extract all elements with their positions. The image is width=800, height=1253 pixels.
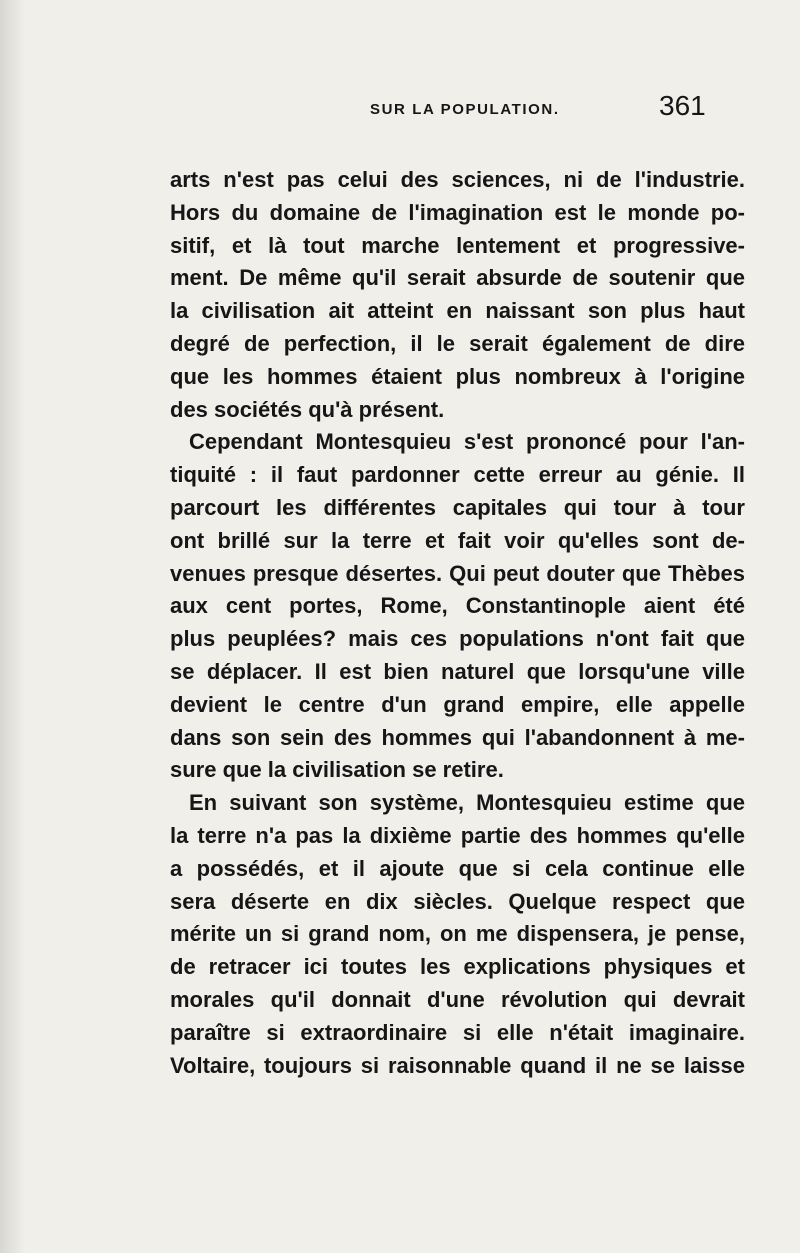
text-line: parcourt les différentes capitales qui tour à tour xyxy=(170,494,745,520)
page-edge-shadow xyxy=(0,0,26,1253)
text-line: de retracer ici toutes les explications physiques et xyxy=(170,954,745,980)
text-line: venues presque désertes. Qui peut douter que Thèbes xyxy=(170,560,745,586)
running-head: SUR LA POPULATION. xyxy=(370,101,560,118)
text-line: la civilisation ait atteint en naissant son plus haut xyxy=(170,298,745,324)
text-line: ont brillé sur la terre et fait voir qu'elles sont de- xyxy=(170,527,745,553)
text-line: Cependant Montesquieu s'est prononcé pour l'an- xyxy=(189,429,745,455)
body-text xyxy=(170,164,745,1082)
text-line: En suivant son système, Montesquieu estime que xyxy=(189,790,745,816)
text-line: Hors du domaine de l'imagination est le monde po- xyxy=(170,199,745,225)
text-line: sure que la civilisation se retire. xyxy=(170,757,504,783)
text-line: que les hommes étaient plus nombreux à l'origine xyxy=(170,363,745,389)
text-line: degré de perfection, il le serait également de dire xyxy=(170,330,745,356)
page-number: 361 xyxy=(659,90,706,121)
text-line: des sociétés qu'à présent. xyxy=(170,396,445,422)
text-line: mérite un si grand nom, on me dispensera, je pense, xyxy=(170,921,745,947)
text-line: a possédés, et il ajoute que si cela continue elle xyxy=(170,855,745,881)
text-line: devient le centre d'un grand empire, elle appelle xyxy=(170,691,745,717)
text-line: sitif, et là tout marche lentement et progressive- xyxy=(170,232,745,258)
text-line: dans son sein des hommes qui l'abandonnent à me- xyxy=(170,724,745,750)
text-line: plus peuplées? mais ces populations n'ont fait que xyxy=(170,626,745,652)
text-line: paraître si extraordinaire si elle n'était imaginaire. xyxy=(170,1019,745,1045)
text-line: aux cent portes, Rome, Constantinople aient été xyxy=(170,593,745,619)
text-line: tiquité : il faut pardonner cette erreur au génie. Il xyxy=(170,462,745,488)
text-line: ment. De même qu'il serait absurde de soutenir que xyxy=(170,265,745,291)
text-line: arts n'est pas celui des sciences, ni de l'industrie. xyxy=(170,167,745,192)
page-header xyxy=(370,88,740,128)
text-line: Voltaire, toujours si raisonnable quand il ne se laisse xyxy=(170,1052,745,1078)
text-line: sera déserte en dix siècles. Quelque respect que xyxy=(170,888,745,914)
text-line: la terre n'a pas la dixième partie des hommes qu'elle xyxy=(170,822,745,848)
text-line: se déplacer. Il est bien naturel que lorsqu'une ville xyxy=(170,658,745,684)
text-line: morales qu'il donnait d'une révolution qui devrait xyxy=(170,986,745,1012)
